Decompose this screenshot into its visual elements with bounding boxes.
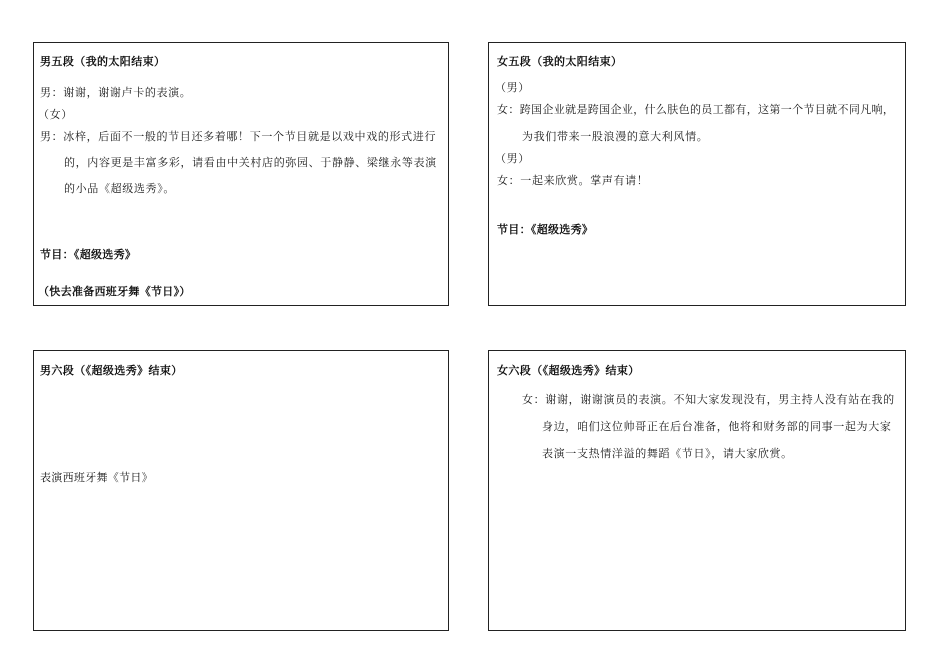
script-line: （女） <box>38 108 73 121</box>
script-line: （男） <box>495 152 530 165</box>
script-line: 男：谢谢，谢谢卢卡的表演。 <box>40 86 192 99</box>
card-heading: 男六段（《超级选秀》结束） <box>40 364 183 377</box>
script-line: 男：冰梓，后面不一般的节目还多着哪！下一个节目就是以戏中戏的形式进行 <box>40 130 437 143</box>
card-male-segment-6 <box>33 350 449 631</box>
card-heading: 女五段（我的太阳结束） <box>497 55 623 68</box>
script-line: 女：跨国企业就是跨国企业，什么肤色的员工都有，这第一个节目就不同凡响， <box>497 103 895 116</box>
performance-label: 表演西班牙舞《节日》 <box>40 471 153 484</box>
card-male-segment-5 <box>33 42 449 306</box>
stage-note: （快去准备西班牙舞《节日》） <box>38 285 191 298</box>
script-line: 表演一支热情洋溢的舞蹈《节日》，请大家欣赏。 <box>542 447 793 460</box>
script-line: 的，内容更是丰富多彩，请看由中关村店的弥园、于静静、梁继永等表演 <box>64 156 437 169</box>
script-line: 身边，咱们这位帅哥正在后台准备，他将和财务部的同事一起为大家 <box>542 420 892 433</box>
script-line: （男） <box>495 81 530 94</box>
script-line: 为我们带来一股浪漫的意大利风情。 <box>522 130 709 143</box>
script-line: 的小品《超级选秀》。 <box>64 182 175 195</box>
card-heading: 男五段（我的太阳结束） <box>40 55 166 68</box>
card-female-segment-6 <box>488 350 906 631</box>
card-heading: 女六段（《超级选秀》结束） <box>497 364 640 377</box>
card-female-segment-5 <box>488 42 906 306</box>
program-label: 节目：《超级选秀》 <box>40 248 137 261</box>
script-line: 女：一起来欣赏。掌声有请！ <box>497 174 649 187</box>
script-line: 女：谢谢，谢谢演员的表演。不知大家发现没有，男主持人没有站在我的 <box>522 393 895 406</box>
program-label: 节目：《超级选秀》 <box>497 223 594 236</box>
